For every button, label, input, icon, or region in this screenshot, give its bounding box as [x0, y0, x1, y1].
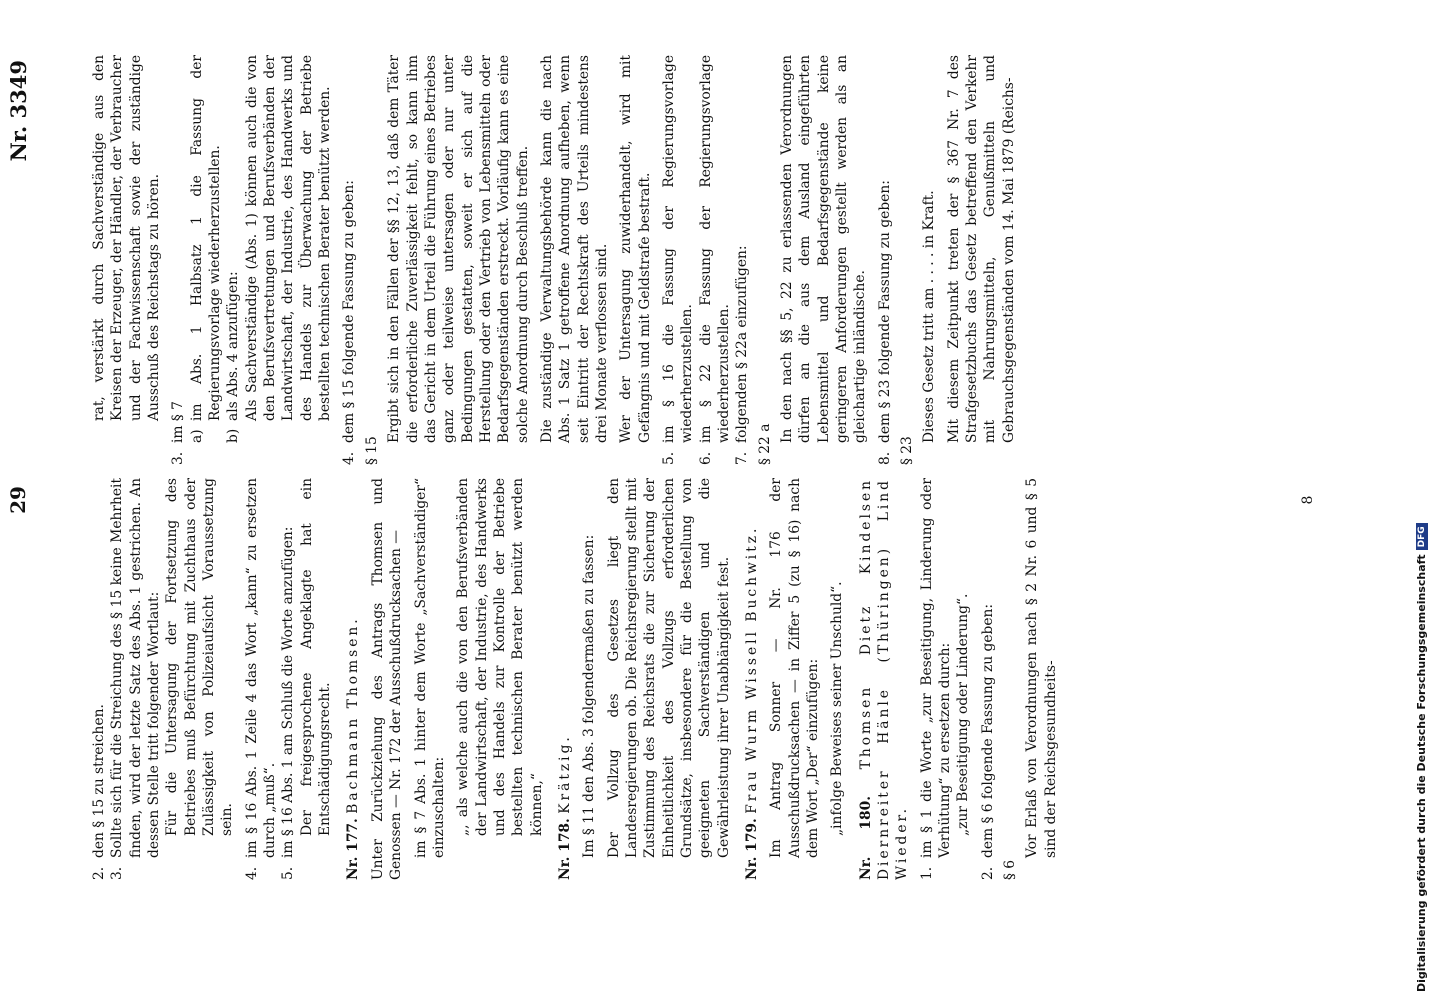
- motion-180: Nr. 180. Thomsen Dietz Kindelsen Diernreiter Hänle (Thüringen) Lind Wieder.: [857, 477, 911, 880]
- quoted-text: Dieses Gesetz tritt am . . . . in Kraft.: [921, 190, 938, 443]
- list-item: 5. im § 16 Abs. 1 am Schluß die Worte anzufügen:: [280, 526, 297, 880]
- quoted-text: „infolge Beweises seiner Unschuld“.: [829, 581, 846, 836]
- section-heading: § 15: [363, 436, 380, 465]
- list-item: 3. Sollte sich für die Streichung des § 15 keine Mehrheit finden, wird der letzte Satz des Abs. 1 gestrichen. An dessen Stelle tritt folgender Wortlaut:: [109, 478, 163, 880]
- list-item: 7. folgenden § 22a einzufügen:: [734, 245, 751, 465]
- dfg-logo-icon: DFG: [1416, 523, 1428, 550]
- digitization-credit: [1415, 523, 1428, 992]
- left-column: [90, 478, 1066, 880]
- motion-text: Unter Zurückziehung des Antrags Thomsen und Genossen — Nr. 172 der Ausschußdrucksachen —: [369, 478, 405, 880]
- right-column: [90, 55, 1024, 465]
- motion-text: Im § 11 den Abs. 3 folgendermaßen zu fassen:: [581, 534, 598, 858]
- quoted-text: Mit diesem Zeitpunkt treten der § 367 Nr. 7 des Strafgesetzbuchs das Gesetz betreffend den Verkehr mit Nahrungsmitteln, Genußmitteln und Gebrauchsgegenständen vom 14. Mai 1879 (Reichs-: [945, 55, 1017, 443]
- list-item: 4. dem § 15 folgende Fassung zu geben:: [341, 180, 358, 465]
- list-item: a) im Abs. 1 Halbsatz 1 die Fassung der Regierungsvorlage wiederherzustellen.: [188, 55, 224, 443]
- quoted-text: Für die Untersagung der Fortsetzung des Betriebes muß Befürchtung mit Zuchthaus oder Zulässigkeit von Polizeiaufsicht Voraussetzung sein.: [164, 478, 236, 836]
- list-item: 1. im § 1 die Worte „zur Beseitigung, Linderung oder Verhütung“ zu ersetzen durch:: [918, 478, 954, 880]
- motion-178: Nr. 178. Krätzig.: [556, 734, 573, 880]
- page-number: 29: [6, 486, 30, 514]
- document-number: Nr. 3349: [6, 60, 31, 162]
- quoted-text: Vor Erlaß von Verordnungen nach § 2 Nr. 6 und § 5 sind der Reichsgesundheits-: [1024, 478, 1059, 858]
- list-item: 2. den § 15 zu streichen.: [91, 704, 107, 880]
- quoted-text: „, als welche auch die von den Berufsverbänden der Landwirtschaft, der Industrie, des Handwerks und des Handels zur Kontrolle der Betriebe bestellten technischen Berater benützt werden können,“: [455, 478, 545, 836]
- section-heading: § 22 a: [756, 423, 773, 465]
- continued-text: rat, verstärkt durch Sachverständige aus den Kreisen der Erzeuger, der Händler, der Verbraucher und der Fachwissenschaft sowie der zuständige Ausschuß des Reichstags zu hören.: [91, 55, 163, 421]
- credit-text: Digitalisierung gefördert durch die Deutsche Forschungsgemeinschaft: [1415, 554, 1428, 992]
- motion-text: im § 7 Abs. 1 hinter dem Worte „Sachverständiger“ einzuschalten:: [412, 478, 447, 858]
- list-item: b) als Abs. 4 anzufügen:: [225, 271, 242, 443]
- list-item: 8. dem § 23 folgende Fassung zu geben:: [876, 180, 893, 465]
- quoted-text: Der Vollzug des Gesetzes liegt den Landesregierungen ob. Die Reichsregierung stellt mit Zustimmung des Reichsrats die zur Sicherung der Einheitlichkeit des Vollzugs erforderlichen Grundsätze, insbesondere für die Bestellung von geeigneten Sachverständigen und die Gewährleistung ihrer Unabhängigkeit fest.: [605, 478, 732, 858]
- list-item: 4. im § 16 Abs. 1 Zeile 4 das Wort „kann“ zu ersetzen durch „muß“.: [243, 478, 279, 880]
- quoted-text: Als Sachverständige (Abs. 1) können auch die von den Berufsvertretungen und Berufsverbänden der Landwirtschaft, der Industrie, des Handwerks und des Handels zur Überwachung der Betriebe bestellten technischen Berater benützt werden.: [243, 55, 334, 421]
- list-item: 2. dem § 6 folgende Fassung zu geben:: [979, 603, 996, 880]
- quoted-text: In den nach §§ 5, 22 zu erlassenden Verordnungen dürfen an die aus dem Ausland eingeführten Lebensmittel und Bedarfsgegenstände keine geringeren Anforderungen gestellt werden als an gleichartige inländische.: [779, 55, 869, 443]
- quoted-text: Wer der Untersagung zuwiderhandelt, wird mit Gefängnis und mit Geldstrafe bestraft.: [618, 55, 653, 443]
- list-item: 5. im § 16 die Fassung der Regierungsvorlage wiederherzustellen.: [660, 55, 696, 465]
- quoted-text: Der freigesprochene Angeklagte hat ein Entschädigungsrecht.: [298, 478, 334, 836]
- signature-mark: 8: [1300, 495, 1316, 505]
- quoted-text: Ergibt sich in den Fällen der §§ 12, 13, daß dem Täter die erforderliche Zuverlässigkeit fehlt, so kann ihm das Gericht in dem Urteil die Führung eines Betriebes ganz oder teilweise untersagen oder nur unter Bedingungen gestatten, soweit er sich auf die Herstellung oder den Vertrieb von Lebensmitteln oder Bedarfsgegenständen erstreckt. Vorläufig kann es eine solche Anordnung durch Beschluß treffen.: [386, 55, 531, 443]
- list-item: 6. im § 22 die Fassung der Regierungsvorlage wiederherzustellen.: [697, 55, 732, 465]
- motion-text: Im Antrag Sonner — Nr. 176 der Ausschußdrucksachen — in Ziffer 5 (zu § 16) nach dem Wort „Der“ einzufügen:: [768, 478, 822, 858]
- quoted-text: Die zuständige Verwaltungsbehörde kann die nach Abs. 1 Satz 1 getroffene Anordnung aufheben, wenn seit Eintritt der Rechtskraft des Urteils mindestens drei Monate verflossen sind.: [538, 55, 610, 443]
- motion-179: Nr. 179. Frau Wurm Wissell Buchwitz.: [744, 525, 760, 880]
- list-item: 3. im § 7: [170, 401, 187, 465]
- quoted-text: „zur Beseitigung oder Linderung“.: [955, 593, 972, 836]
- section-heading: § 23: [899, 436, 916, 465]
- section-heading: § 6: [1002, 859, 1019, 880]
- motion-177: Nr. 177. Bachmann Thomsen.: [345, 616, 362, 880]
